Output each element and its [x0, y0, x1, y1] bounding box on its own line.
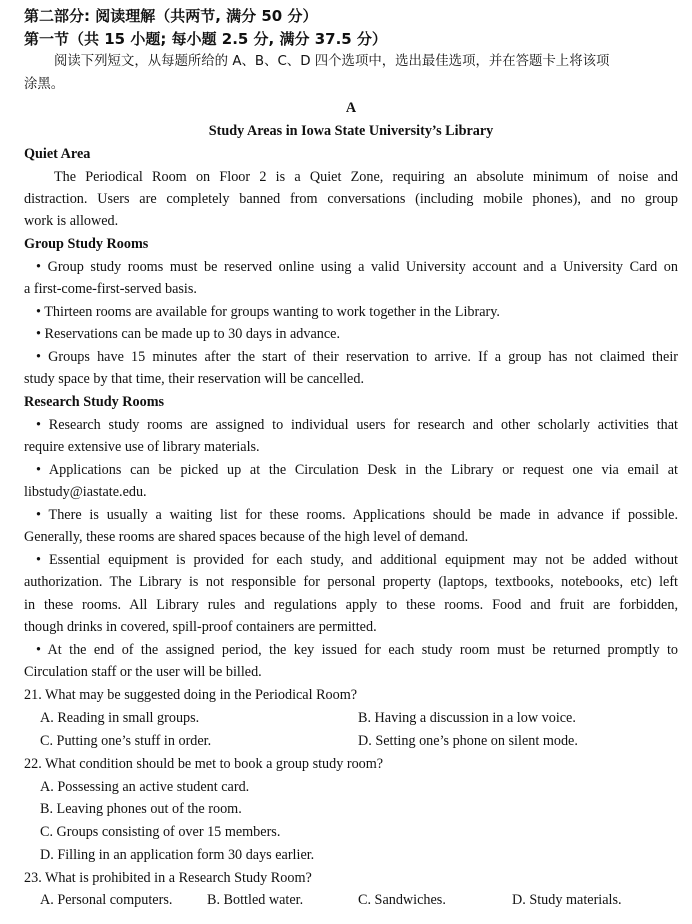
paragraph-line: distraction. Users are completely banned from conversations (including mobile phones), and no group	[24, 191, 678, 207]
part-heading: 第二部分: 阅读理解（共两节, 满分 50 分）	[24, 7, 318, 25]
bullet-line: study space by that time, their reservation will be cancelled.	[24, 371, 364, 387]
instruction-line-2: 涂黑。	[24, 77, 65, 92]
option-23-c: C. Sandwiches.	[358, 892, 446, 908]
paragraph-line: work is allowed.	[24, 213, 119, 229]
bullet-line: • Essential equipment is provided for each study, and additional equipment may not be added without	[36, 552, 678, 568]
question-stem-23: 23. What is prohibited in a Research Study Room?	[24, 870, 312, 886]
bullet-line: authorization. The Library is not responsible for personal property (laptops, textbooks, notebooks, etc) left	[24, 574, 678, 590]
passage-letter: A	[345, 100, 357, 116]
section-heading: 第一节（共 15 小题; 每小题 2.5 分, 满分 37.5 分）	[24, 30, 387, 48]
option-23-d: D. Study materials.	[512, 892, 622, 908]
section-heading-research-study: Research Study Rooms	[24, 394, 165, 410]
bullet-line: • Groups have 15 minutes after the start of their reservation to arrive. If a group has not claimed their	[36, 349, 678, 365]
option-23-a: A. Personal computers.	[40, 892, 173, 908]
option-22-d: D. Filling in an application form 30 days earlier.	[40, 847, 315, 863]
bullet-line: • Reservations can be made up to 30 days in advance.	[36, 326, 340, 342]
option-22-c: C. Groups consisting of over 15 members.	[40, 824, 281, 840]
bullet-line: Circulation staff or the user will be billed.	[24, 664, 262, 680]
question-stem-22: 22. What condition should be met to book a group study room?	[24, 756, 384, 772]
bullet-line: • Research study rooms are assigned to individual users for research and other scholarly activities that	[36, 417, 678, 433]
section-heading-group-study: Group Study Rooms	[24, 236, 149, 252]
option-21-d: D. Setting one’s phone on silent mode.	[358, 733, 578, 749]
bullet-line: • At the end of the assigned period, the key issued for each study room must be returned promptly to	[36, 642, 678, 658]
option-22-a: A. Possessing an active student card.	[40, 779, 250, 795]
option-22-b: B. Leaving phones out of the room.	[40, 801, 242, 817]
question-stem-21: 21. What may be suggested doing in the Periodical Room?	[24, 687, 358, 703]
bullet-line: • Applications can be picked up at the Circulation Desk in the Library or request one via email at	[36, 462, 678, 478]
bullet-line: though drinks in covered, spill-proof containers are permitted.	[24, 619, 377, 635]
bullet-line: require extensive use of library materials.	[24, 439, 260, 455]
option-21-c: C. Putting one’s stuff in order.	[40, 733, 212, 749]
bullet-line: a first-come-first-served basis.	[24, 281, 197, 297]
passage-title: Study Areas in Iowa State University’s Library	[208, 123, 494, 139]
paragraph-line: The Periodical Room on Floor 2 is a Quiet Zone, requiring an absolute minimum of noise and	[54, 169, 678, 185]
option-21-b: B. Having a discussion in a low voice.	[358, 710, 576, 726]
option-23-b: B. Bottled water.	[207, 892, 304, 908]
bullet-line: libstudy@iastate.edu.	[24, 484, 147, 500]
bullet-line: • Group study rooms must be reserved online using a valid University account and a University Card on	[36, 259, 678, 275]
bullet-line: • There is usually a waiting list for these rooms. Applications should be made in advance if possible.	[36, 507, 678, 523]
bullet-line: in these rooms. All Library rules and regulations apply to these rooms. Food and fruit are forbidden,	[24, 597, 678, 613]
bullet-line: Generally, these rooms are shared spaces because of the high level of demand.	[24, 529, 469, 545]
bullet-line: • Thirteen rooms are available for groups wanting to work together in the Library.	[36, 304, 500, 320]
instruction-line-1: 阅读下列短文，从每题所给的 A、B、C、D 四个选项中，选出最佳选项，并在答题卡上将该项	[54, 54, 610, 69]
option-21-a: A. Reading in small groups.	[40, 710, 200, 726]
section-heading-quiet-area: Quiet Area	[24, 146, 91, 162]
